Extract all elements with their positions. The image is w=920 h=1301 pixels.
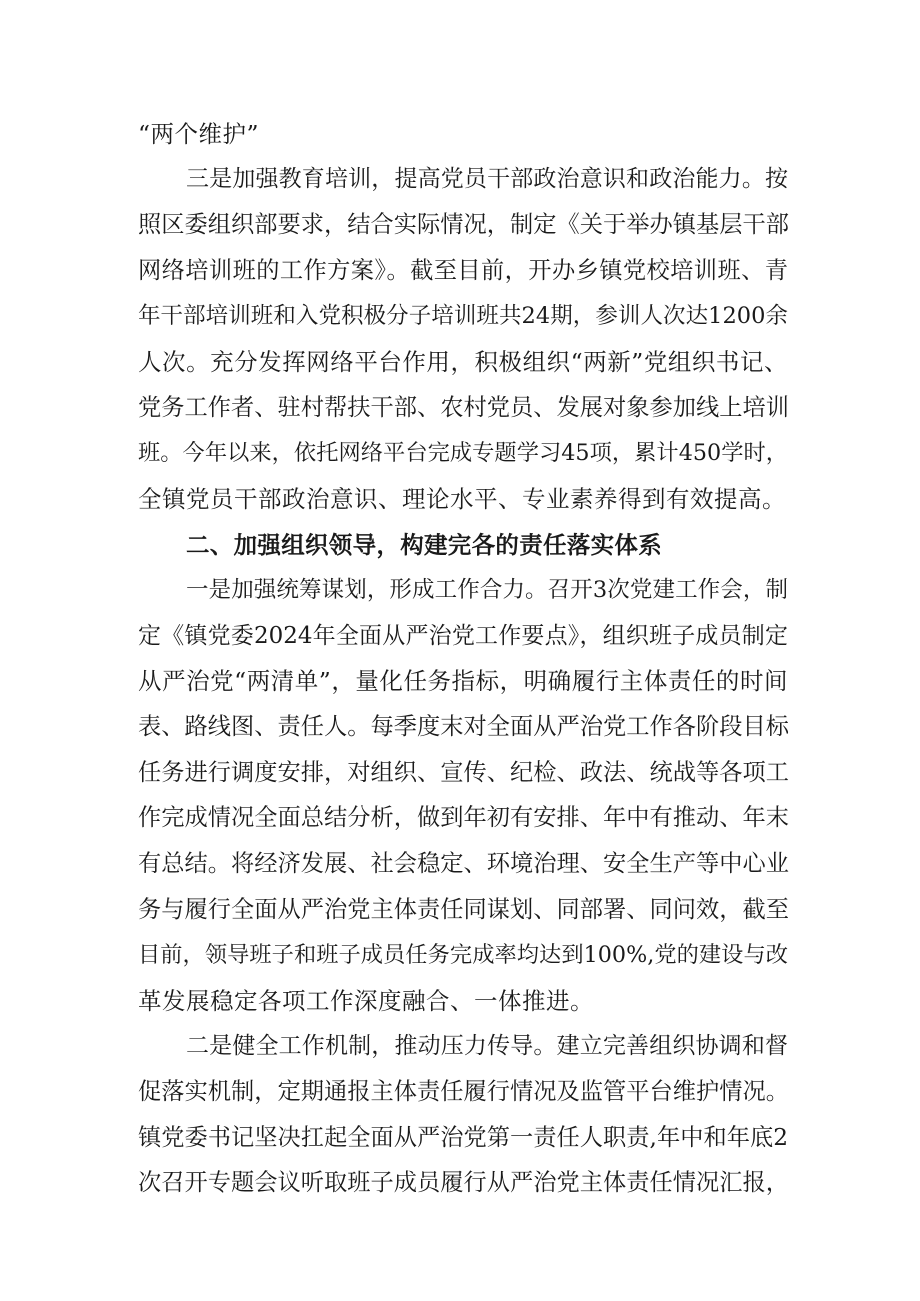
paragraph-line: 班。今年以来，依托网络平台完成专题学习45项，累计450学时， — [138, 440, 788, 466]
paragraph-line: 革发展稳定各项工作深度融合、一体推进。 — [138, 987, 594, 1015]
paragraph-line: 网络培训班的工作方案》。截至目前，开办乡镇党校培训班、青 — [138, 257, 788, 284]
paragraph-line: 次召开专题会议听取班子成员履行从严治党主体责任情况汇报， — [138, 1169, 790, 1196]
paragraph-line: 三是加强教育培训，提高党员干部政治意识和政治能力。按 — [186, 166, 788, 192]
paragraph-line: 务与履行全面从严治党主体责任同谋划、同部署、同问效，截至 — [138, 896, 790, 923]
paragraph-line: 作完成情况全面总结分析，做到年初有安排、年中有推动、年末 — [138, 804, 790, 831]
paragraph-line: 镇党委书记坚决扛起全面从严治党第一责任人职责,年中和年底2 — [138, 1124, 788, 1151]
paragraph-line: 目前，领导班子和班子成员任务完成率均达到100%,党的建设与改 — [138, 942, 788, 968]
paragraph-line: 二是健全工作机制，推动压力传导。建立完善组织协调和督 — [186, 1033, 788, 1059]
paragraph-line: 定《镇党委2024年全面从严治党工作要点》，组织班子成员制定 — [138, 623, 788, 649]
paragraph-line: “两个维护” — [138, 120, 260, 148]
paragraph-line: 促落实机制，定期通报主体责任履行情况及监管平台维护情况。 — [138, 1078, 790, 1105]
paragraph-line: 有总结。将经济发展、社会稳定、环境治理、安全生产等中心业 — [138, 850, 790, 877]
paragraph-line: 照区委组织部要求，结合实际情况，制定《关于举办镇基层干部 — [138, 211, 790, 238]
paragraph-line: 人次。充分发挥网络平台作用，积极组织“两新”党组织书记、 — [138, 348, 788, 376]
paragraph-line: 表、路线图、责任人。每季度末对全面从严治党工作各阶段目标 — [138, 713, 790, 740]
paragraph-line: 从严治党“两清单”，量化任务指标，明确履行主体责任的时间 — [138, 667, 788, 695]
paragraph-line: 任务进行调度安排，对组织、宣传、纪检、政法、统战等各项工 — [138, 759, 790, 786]
paragraph-line: 一是加强统筹谋划，形成工作合力。召开3次党建工作会，制 — [186, 577, 788, 603]
paragraph-line: 年干部培训班和入党积极分子培训班共24期，参训人次达1200余 — [138, 303, 788, 329]
paragraph-line: 党务工作者、驻村帮扶干部、农村党员、发展对象参加线上培训 — [138, 394, 790, 421]
paragraph-line: 全镇党员干部政治意识、理论水平、专业素养得到有效提高。 — [138, 485, 786, 513]
section-heading: 二、加强组织领导，构建完各的责任落实体系 — [186, 531, 662, 559]
